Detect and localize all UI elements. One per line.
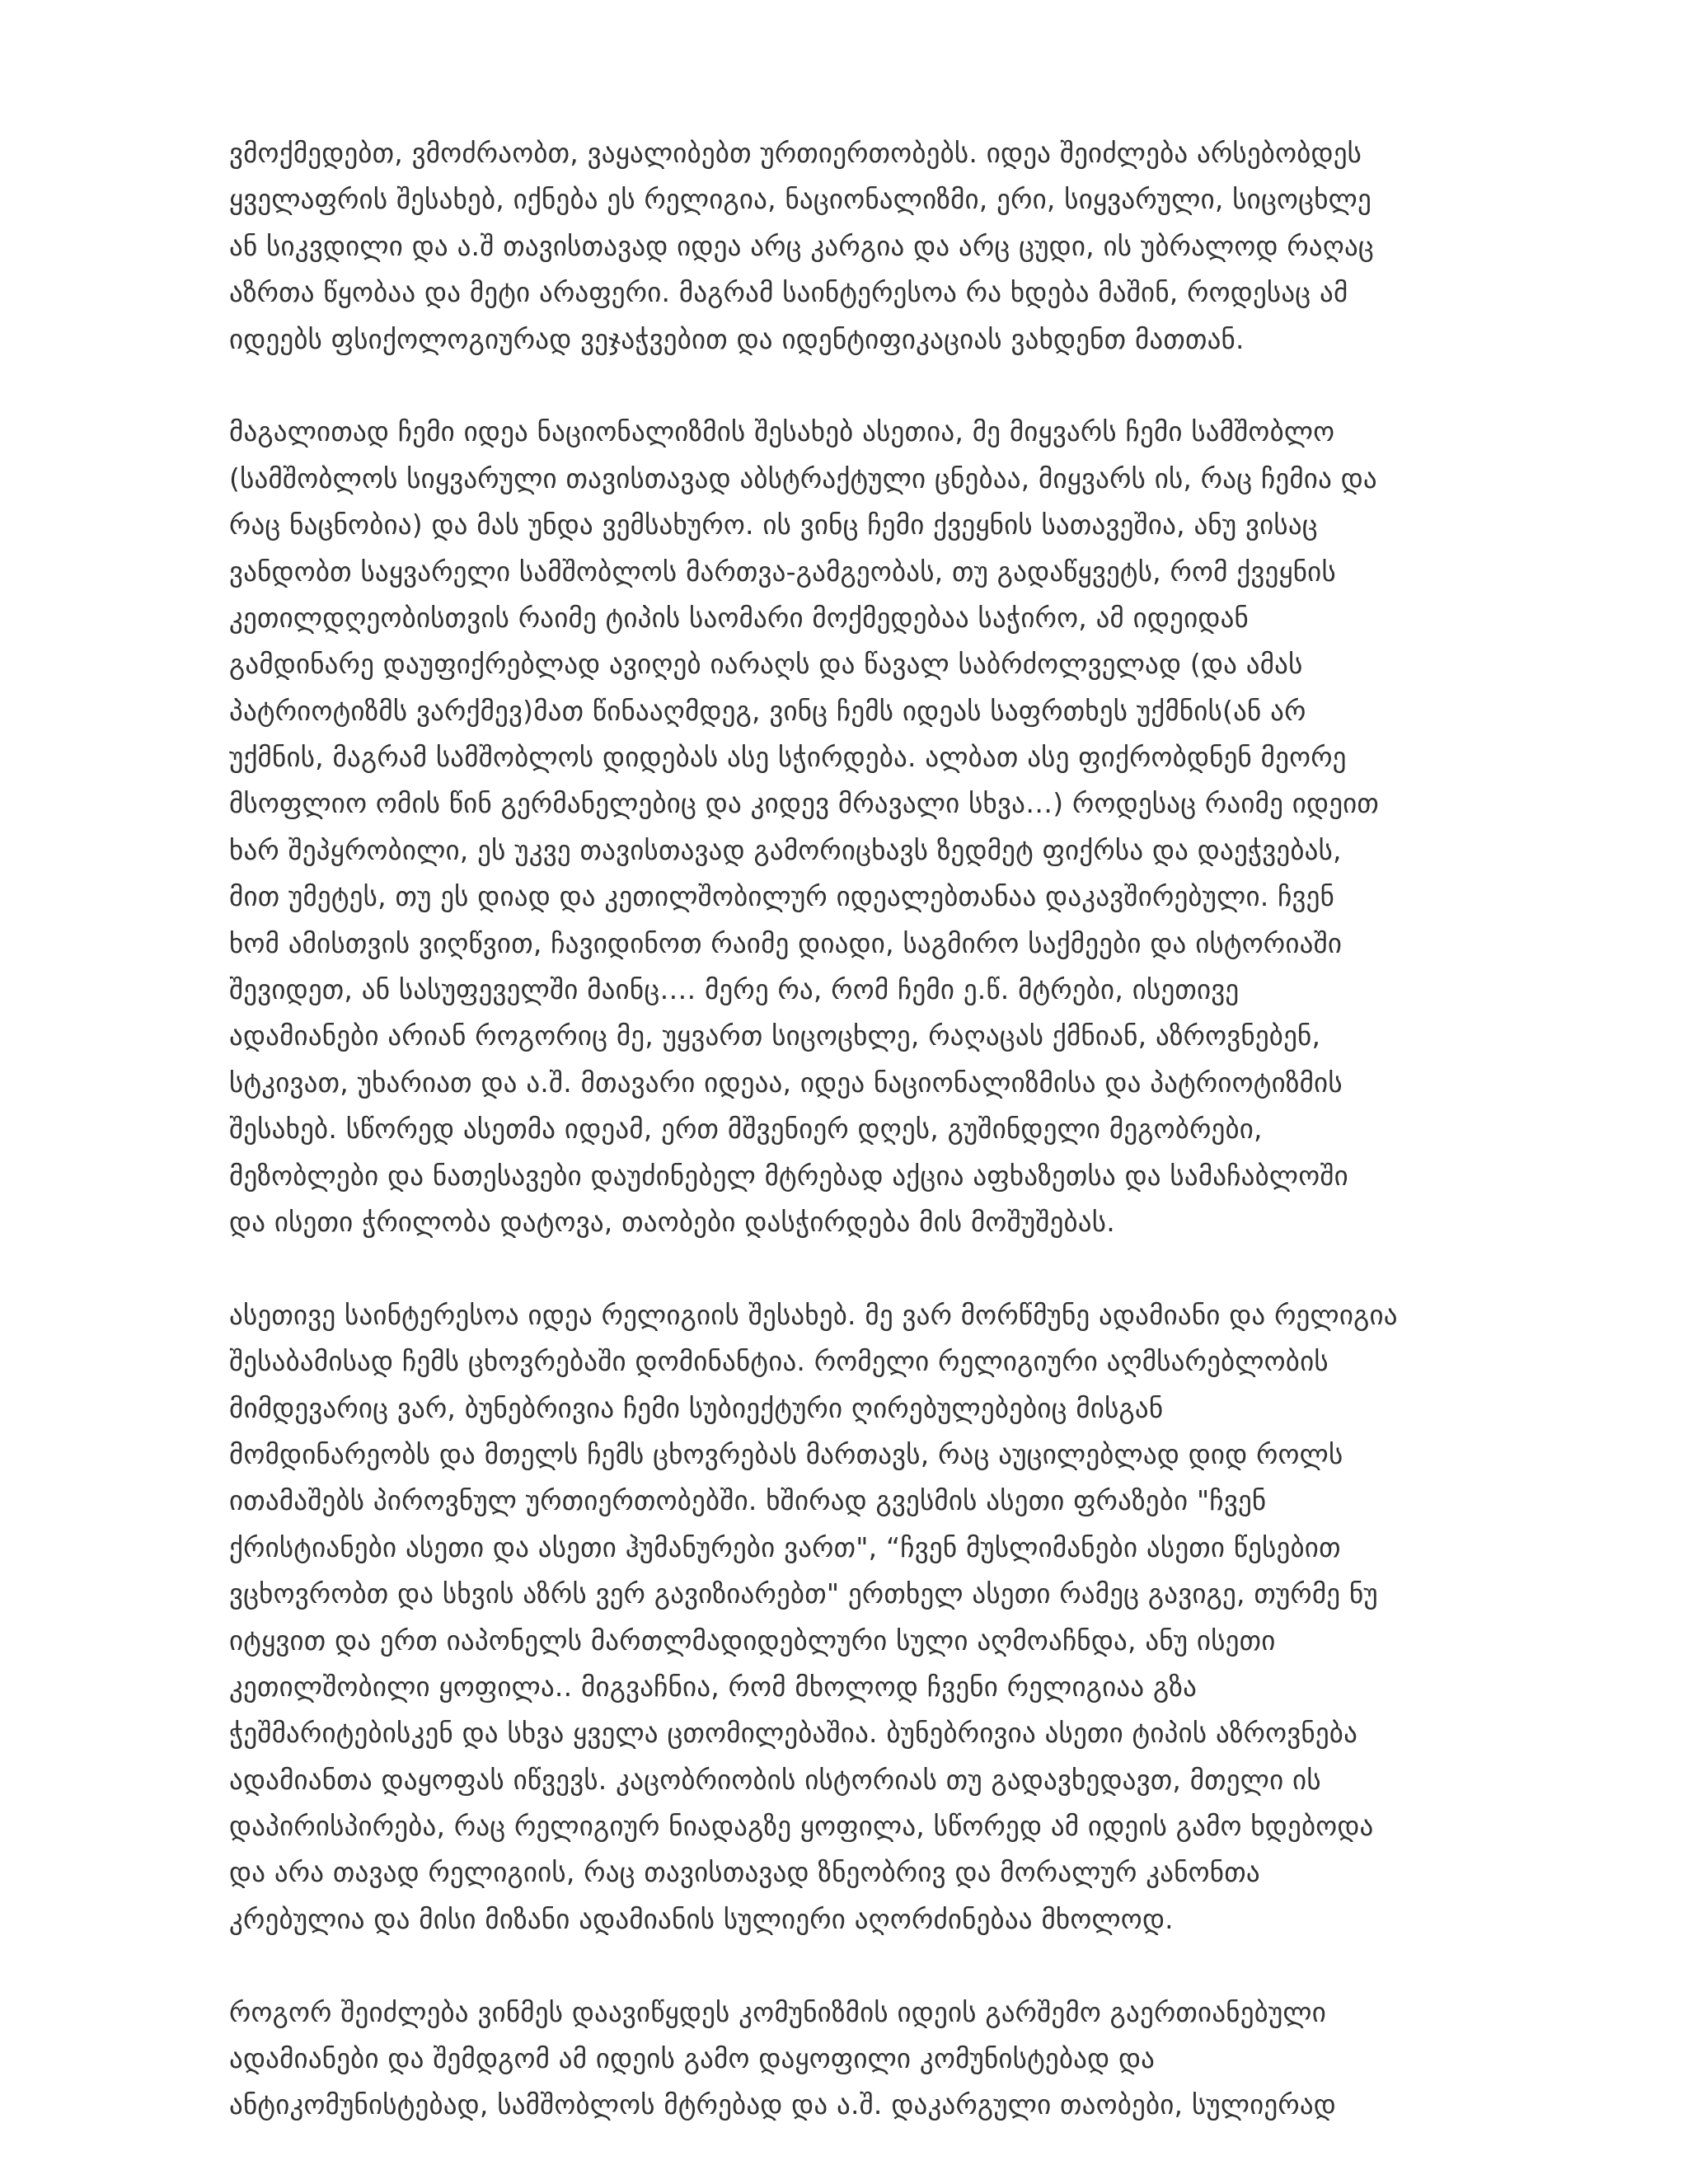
text-line: პატრიოტიზმს ვარქმევ)მათ წინააღმდეგ, ვინც ჩემს იდეას საფრთხეს უქმნის(ან არ — [229, 694, 1306, 727]
text-line: ითამაშებს პიროვნულ ურთიერთობებში. ხშირად გვესმის ასეთი ფრაზები "ჩვენ — [229, 1484, 1267, 1517]
text-line: კეთილშობილი ყოფილა.. მიგვაჩნია, რომ მხოლოდ ჩვენი რელიგიაა გზა — [229, 1670, 1198, 1703]
text-line: სტკივათ, უხარიათ და ა.შ. მთავარი იდეაა, იდეა ნაციონალიზმისა და პატრიოტიზმის — [229, 1066, 1343, 1099]
text-line: ადამიანთა დაყოფას იწვევს. კაცობრიობის ისტორიას თუ გადავხედავთ, მთელი ის — [229, 1763, 1321, 1796]
text-line: ყველაფრის შესახებ, იქნება ეს რელიგია, ნაციონალიზმი, ერი, სიყვარული, სიცოცხლე — [229, 183, 1372, 216]
text-line: ვმოქმედებთ, ვმოძრაობთ, ვაყალიბებთ ურთიერთობებს. იდეა შეიძლება არსებობდეს — [229, 137, 1362, 169]
text-line: ჭეშმარიტებისკენ და სხვა ყველა ცთომილებაშია. ბუნებრივია ასეთი ტიპის აზროვნება — [229, 1717, 1358, 1750]
text-line: გამდინარე დაუფიქრებლად ავიღებ იარაღს და წავალ საბრძოლველად (და ამას — [229, 648, 1303, 681]
text-line: მომდინარეობს და მთელს ჩემს ცხოვრებას მართავს, რაც აუცილებლად დიდ როლს — [229, 1437, 1343, 1470]
text-line: ხარ შეპყრობილი, ეს უკვე თავისთავად გამორიცხავს ზედმეტ ფიქრსა და დაეჭვებას, — [229, 833, 1342, 866]
text-line: ადამიანები არიან როგორიც მე, უყვართ სიცოცხლე, რაღაცას ქმნიან, აზროვნებენ, — [229, 1019, 1321, 1052]
text-line: და ისეთი ჭრილობა დატოვა, თაობები დასჭირდება მის მოშუშებას. — [229, 1205, 1115, 1238]
text-line: ქრისტიანები ასეთი და ასეთი ჰუმანურები ვართ", “ჩვენ მუსლიმანები ასეთი წესებით — [229, 1530, 1341, 1563]
text-line: ვანდობთ საყვარელი სამშობლოს მართვა-გამგეობას, თუ გადაწყვეტს, რომ ქვეყნის — [229, 555, 1336, 588]
text-line: დაპირისპირება, რაც რელიგიურ ნიადაგზე ყოფილა, სწორედ ამ იდეის გამო ხდებოდა — [229, 1810, 1374, 1843]
text-line: მიმდევარიც ვარ, ბუნებრივია ჩემი სუბიექტური ღირებულებებიც მისგან — [229, 1391, 1164, 1424]
text-line: ანტიკომუნისტებად, სამშობლოს მტრებად და ა.შ. დაკარგული თაობები, სულიერად — [229, 2088, 1336, 2121]
text-line: ასეთივე საინტერესოა იდეა რელიგიის შესახებ. მე ვარ მორწმუნე ადამიანი და რელიგია — [229, 1298, 1398, 1331]
text-line: ხომ ამისთვის ვიღწვით, ჩავიდინოთ რაიმე დიადი, საგმირო საქმეები და ისტორიაში — [229, 926, 1343, 959]
document-body — [229, 130, 1474, 2175]
text-line: უქმნის, მაგრამ სამშობლოს დიდებას ასე სჭირდება. ალბათ ასე ფიქრობდნენ მეორე — [229, 741, 1347, 774]
text-line: მაგალითად ჩემი იდეა ნაციონალიზმის შესახებ ასეთია, მე მიყვარს ჩემი სამშობლო — [229, 415, 1335, 448]
text-line: ადამიანები და შემდგომ ამ იდეის გამო დაყოფილი კომუნისტებად და — [229, 2042, 1156, 2075]
text-line: კრებულია და მისი მიზანი ადამიანის სულიერი აღორძინებაა მხოლოდ. — [229, 1902, 1174, 1935]
text-line: ან სიკვდილი და ა.შ თავისთავად იდეა არც კარგია და არც ცუდი, ის უბრალოდ რაღაც — [229, 229, 1374, 262]
paragraph — [229, 1292, 1474, 1943]
text-line: და არა თავად რელიგიის, რაც თავისთავად ზნეობრივ და მორალურ კანონთა — [229, 1856, 1260, 1889]
text-line: აზრთა წყობაა და მეტი არაფერი. მაგრამ საინტერესოა რა ხდება მაშინ, როდესაც ამ — [229, 276, 1348, 309]
text-line: (სამშობლოს სიყვარული თავისთავად აბსტრაქტული ცნებაა, მიყვარს ის, რაც ჩემია და — [229, 462, 1377, 494]
text-line: ვცხოვრობთ და სხვის აზრს ვერ გავიზიარებთ" ერთხელ ასეთი რამეც გავიგე, თურმე ნუ — [229, 1577, 1378, 1610]
text-line: მით უმეტეს, თუ ეს დიად და კეთილშობილურ იდეალებთანაა დაკავშირებული. ჩვენ — [229, 880, 1335, 913]
text-line: შესაბამისად ჩემს ცხოვრებაში დომინანტია. რომელი რელიგიური აღმსარებლობის — [229, 1345, 1329, 1378]
text-line: შევიდეთ, ან სასუფეველში მაინც…. მერე რა, რომ ჩემი ე.წ. მტრები, ისეთივე — [229, 973, 1240, 1006]
paragraph — [229, 130, 1474, 363]
text-line: იტყვით და ერთ იაპონელს მართლმადიდებლური სული აღმოაჩნდა, ანუ ისეთი — [229, 1624, 1276, 1657]
text-line: კეთილდღეობისთვის რაიმე ტიპის საომარი მოქმედებაა საჭირო, ამ იდეიდან — [229, 601, 1249, 634]
text-line: მეზობლები და ნათესავები დაუძინებელ მტრებად აქცია აფხაზეთსა და სამაჩაბლოში — [229, 1159, 1348, 1192]
text-line: რაც ნაცნობია) და მას უნდა ვემსახურო. ის ვინც ჩემი ქვეყნის სათავეშია, ანუ ვისაც — [229, 509, 1318, 541]
text-line: იდეებს ფსიქოლოგიურად ვეჯაჭვებით და იდენტიფიკაციას ვახდენთ მათთან. — [229, 322, 1245, 355]
paragraph — [229, 1990, 1474, 2129]
text-line: შესახებ. სწორედ ასეთმა იდეამ, ერთ მშვენიერ დღეს, გუშინდელი მეგობრები, — [229, 1113, 1263, 1146]
paragraph — [229, 409, 1474, 1245]
text-line: მსოფლიო ომის წინ გერმანელებიც და კიდევ მრავალი სხვა…) როდესაც რაიმე იდეით — [229, 787, 1380, 820]
text-line: როგორ შეიძლება ვინმეს დაავიწყდეს კომუნიზმის იდეის გარშემო გაერთიანებული — [229, 1995, 1327, 2028]
